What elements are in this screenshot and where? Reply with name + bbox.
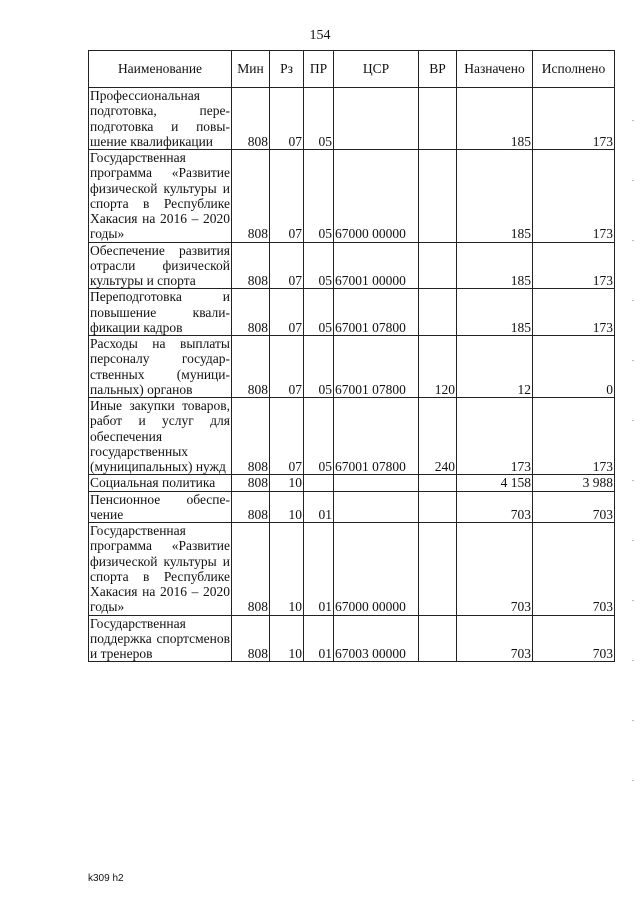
cell-csr: 67000 00000 — [334, 150, 419, 243]
cell-rz: 07 — [270, 242, 304, 289]
table-row — [89, 475, 615, 491]
cell-assigned: 4 158 — [457, 475, 533, 491]
cell-min: 808 — [232, 289, 270, 336]
cell-executed: 173 — [533, 88, 615, 150]
cell-pr: 05 — [304, 398, 334, 475]
cell-csr: 67001 07800 — [334, 398, 419, 475]
header-rz: Рз — [270, 51, 304, 88]
cell-csr: 67000 00000 — [334, 523, 419, 616]
cell-name: Государственная программа «Развитие физической культуры и спорта в Республике Хакасия на 2016 – 2020 годы» — [90, 150, 230, 242]
cell-rz: 07 — [270, 88, 304, 150]
cell-pr: 01 — [304, 491, 334, 523]
cell-pr: 05 — [304, 336, 334, 398]
cell-csr — [334, 475, 419, 491]
table-row — [89, 523, 615, 616]
cell-assigned: 703 — [457, 523, 533, 616]
cell-executed: 3 988 — [533, 475, 615, 491]
header-executed: Исполнено — [533, 51, 615, 88]
table-row — [89, 336, 615, 398]
cell-executed: 173 — [533, 242, 615, 289]
cell-executed: 173 — [533, 289, 615, 336]
cell-vr — [419, 88, 457, 150]
cell-vr — [419, 289, 457, 336]
cell-rz: 10 — [270, 615, 304, 662]
cell-rz: 10 — [270, 475, 304, 491]
table-row — [89, 88, 615, 150]
cell-pr — [304, 475, 334, 491]
cell-rz: 07 — [270, 398, 304, 475]
cell-pr: 05 — [304, 289, 334, 336]
header-vr: ВР — [419, 51, 457, 88]
cell-assigned: 185 — [457, 242, 533, 289]
cell-name: Социальная политика — [89, 475, 232, 491]
cell-vr — [419, 491, 457, 523]
cell-assigned: 12 — [457, 336, 533, 398]
cell-min: 808 — [232, 491, 270, 523]
cell-vr — [419, 242, 457, 289]
header-csr: ЦСР — [334, 51, 419, 88]
cell-executed: 703 — [533, 523, 615, 616]
cell-executed: 0 — [533, 336, 615, 398]
cell-min: 808 — [232, 88, 270, 150]
cell-csr: 67003 00000 — [334, 615, 419, 662]
table-row — [89, 150, 615, 243]
cell-vr — [419, 523, 457, 616]
cell-assigned: 703 — [457, 615, 533, 662]
cell-rz: 10 — [270, 523, 304, 616]
cell-vr — [419, 615, 457, 662]
table-row — [89, 398, 615, 475]
footer-code: k309 h2 — [88, 873, 124, 884]
cell-assigned: 173 — [457, 398, 533, 475]
cell-vr: 240 — [419, 398, 457, 475]
cell-name: Государственная поддержка спортсменов и тренеров — [90, 615, 230, 661]
header-min: Мин — [232, 51, 270, 88]
table-header-row — [89, 51, 615, 88]
cell-pr: 05 — [304, 88, 334, 150]
cell-name: Пенсионное обеспечение — [90, 491, 230, 522]
cell-name: Профессиональная подготовка, переподготовка и повышение квалификации — [90, 88, 230, 149]
table-row — [89, 491, 615, 523]
header-pr: ПР — [304, 51, 334, 88]
table-row — [89, 242, 615, 289]
cell-min: 808 — [232, 398, 270, 475]
cell-pr: 01 — [304, 523, 334, 616]
cell-executed: 703 — [533, 491, 615, 523]
cell-assigned: 185 — [457, 289, 533, 336]
cell-rz: 07 — [270, 336, 304, 398]
cell-csr: 67001 07800 — [334, 336, 419, 398]
cell-rz: 07 — [270, 289, 304, 336]
cell-assigned: 185 — [457, 150, 533, 243]
cell-rz: 07 — [270, 150, 304, 243]
cell-name: Обеспечение развития отрасли физической культуры и спорта — [90, 242, 230, 288]
cell-name: Переподготовка и повышение квалификации кадров — [90, 289, 230, 335]
cell-rz: 10 — [270, 491, 304, 523]
cell-csr: 67001 00000 — [334, 242, 419, 289]
header-assigned: Назначено — [457, 51, 533, 88]
cell-assigned: 185 — [457, 88, 533, 150]
cell-csr — [334, 491, 419, 523]
cell-executed: 173 — [533, 398, 615, 475]
table-row — [89, 289, 615, 336]
budget-table — [88, 50, 615, 662]
cell-min: 808 — [232, 336, 270, 398]
table-body — [89, 88, 615, 662]
cell-name: Расходы на выплаты персоналу государственных (муниципальных) органов — [90, 336, 230, 397]
table-row — [89, 615, 615, 662]
margin-scan-marks — [632, 120, 634, 820]
cell-pr: 05 — [304, 150, 334, 243]
cell-min: 808 — [232, 475, 270, 491]
cell-min: 808 — [232, 615, 270, 662]
cell-name: Государственная программа «Развитие физической культуры и спорта в Республике Хакасия на 2016 – 2020 годы» — [90, 523, 230, 615]
cell-vr: 120 — [419, 336, 457, 398]
cell-vr — [419, 150, 457, 243]
cell-min: 808 — [232, 150, 270, 243]
header-name: Наименование — [89, 51, 232, 88]
cell-executed: 703 — [533, 615, 615, 662]
cell-min: 808 — [232, 242, 270, 289]
cell-pr: 05 — [304, 242, 334, 289]
page-number: 154 — [309, 28, 331, 43]
cell-min: 808 — [232, 523, 270, 616]
cell-name: Иные закупки товаров, работ и услуг для обеспечения государственных (муниципальных) нужд — [90, 398, 230, 474]
cell-vr — [419, 475, 457, 491]
cell-pr: 01 — [304, 615, 334, 662]
cell-assigned: 703 — [457, 491, 533, 523]
cell-csr — [334, 88, 419, 150]
cell-executed: 173 — [533, 150, 615, 243]
cell-csr: 67001 07800 — [334, 289, 419, 336]
